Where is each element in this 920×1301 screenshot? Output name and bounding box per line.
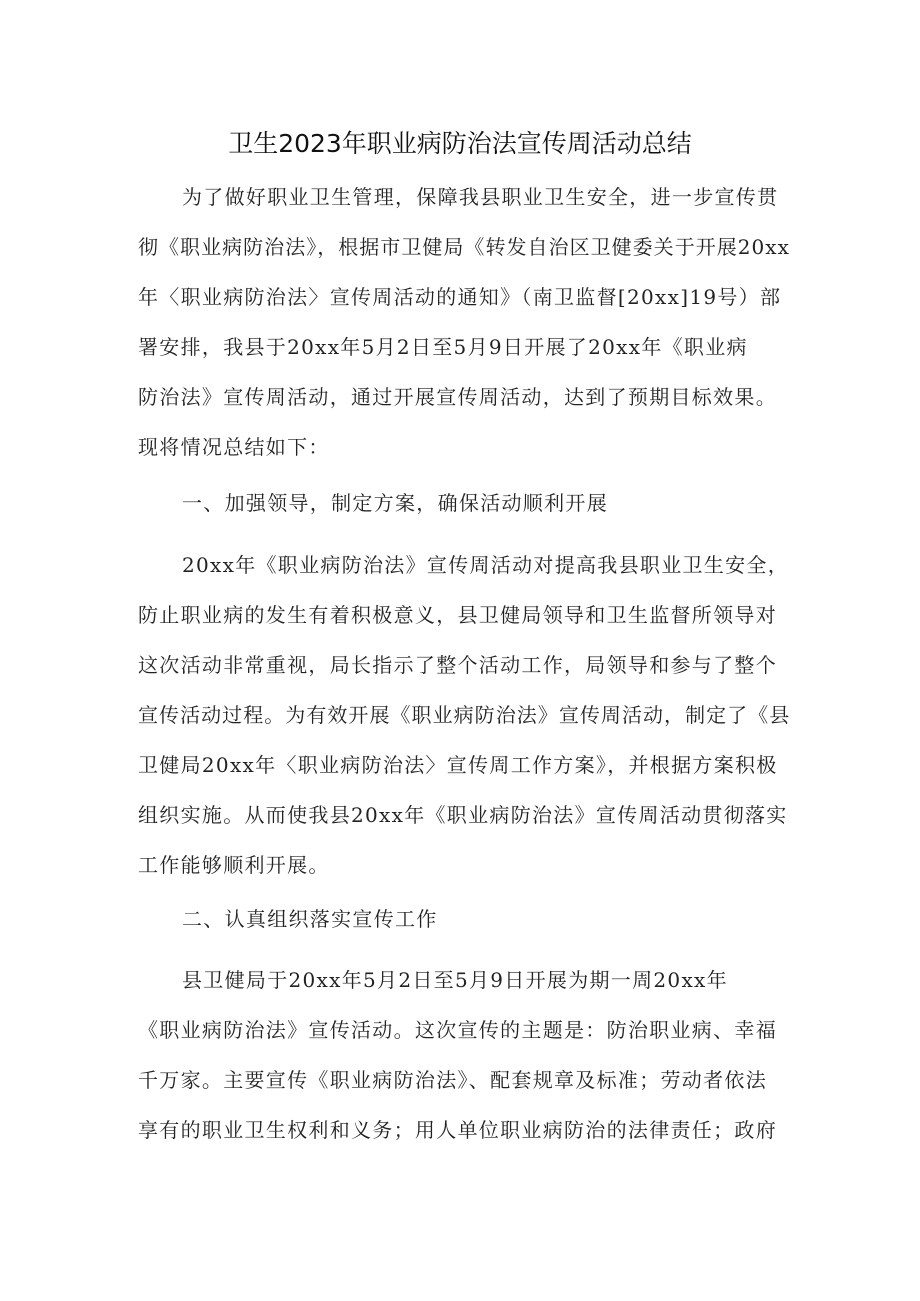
text-line: 享有的职业卫生权利和义务；用人单位职业病防治的法律责任；政府 <box>138 1118 777 1142</box>
text-line: 年〈职业病防治法〉宣传周活动的通知》（南卫监督[20xx]19号）部 <box>138 285 782 309</box>
text-line: 工作能够顺利开展。 <box>138 853 330 877</box>
text-line: 现将情况总结如下： <box>138 435 330 459</box>
text-line: 《职业病防治法》宣传活动。这次宣传的主题是：防治职业病、幸福 <box>138 1018 777 1042</box>
text-line: 宣传活动过程。为有效开展《职业病防治法》宣传周活动，制定了《县 <box>138 703 791 727</box>
text-line: 组织实施。从而使我县20xx年《职业病防治法》宣传周活动贯彻落实 <box>138 803 788 827</box>
section-heading: 二、认真组织落实宣传工作 <box>182 907 438 931</box>
text-line: 县卫健局于20xx年5月2日至5月9日开展为期一周20xx年 <box>182 968 728 992</box>
text-line: 千万家。主要宣传《职业病防治法》、配套规章及标准；劳动者依法 <box>138 1068 767 1092</box>
text-line: 彻《职业病防治法》，根据市卫健局《转发自治区卫健委关于开展20xx <box>138 235 790 259</box>
text-line: 这次活动非常重视，局长指示了整个活动工作，局领导和参与了整个 <box>138 653 777 677</box>
document-title: 卫生2023年职业病防治法宣传周活动总结 <box>228 129 692 158</box>
text-line: 为了做好职业卫生管理，保障我县职业卫生安全，进一步宣传贯 <box>182 185 779 209</box>
text-line: 防治法》宣传周活动，通过开展宣传周活动，达到了预期目标效果。 <box>138 385 777 409</box>
text-line: 卫健局20xx年〈职业病防治法〉宣传周工作方案》，并根据方案积极 <box>138 753 778 777</box>
text-line: 署安排，我县于20xx年5月2日至5月9日开展了20xx年《职业病 <box>138 335 748 359</box>
text-line: 20xx年《职业病防治法》宣传周活动对提高我县职业卫生安全， <box>182 553 790 577</box>
text-line: 防止职业病的发生有着积极意义，县卫健局领导和卫生监督所领导对 <box>138 603 777 627</box>
section-heading: 一、加强领导，制定方案，确保活动顺利开展 <box>182 491 608 515</box>
